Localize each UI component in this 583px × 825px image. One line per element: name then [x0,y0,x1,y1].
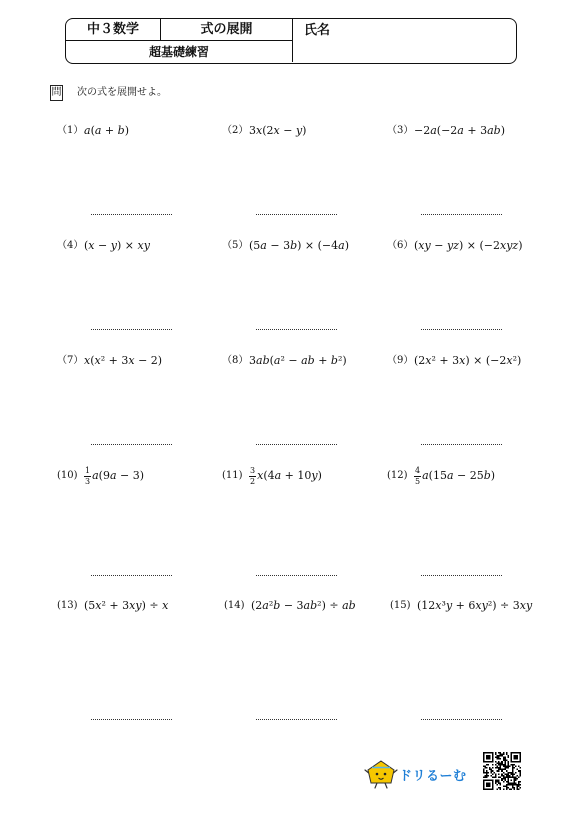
answer-blank [91,719,172,720]
math-variable: x [499,239,507,252]
problem-expression: (12x³y + 6xy²) ÷ 3xy [417,599,533,612]
answer-blank [256,575,337,576]
mascot-right-leg [385,783,387,788]
problem-expression: a(9a − 3) [92,469,145,482]
problem-number: （2） [222,125,249,136]
problem-expression: a(15a − 25b) [422,469,496,482]
math-variable: x [162,599,169,612]
math-variable: a [457,124,464,137]
worksheet-header [65,18,517,64]
problem-expression: x(4a + 10y) [257,469,322,482]
problem-expression: 3x(2x − y) [249,124,307,137]
problem-number: （5） [222,240,249,251]
math-variable: b [330,354,338,367]
name-field [293,19,516,63]
problem-number: (14) [224,600,245,611]
math-variable: x [88,239,95,252]
math-variable: a [274,469,282,482]
problem-14 [224,596,356,616]
math-variable: b [348,599,356,612]
fraction-denominator: 3 [85,476,91,486]
problem-10 [57,466,144,486]
math-variable: x [94,354,101,367]
math-variable: y [506,239,513,252]
math-variable: y [445,599,453,612]
problem-number: （3） [387,125,414,136]
math-variable: x [137,239,144,252]
brand-logo [364,757,467,791]
answer-blank [256,719,337,720]
answer-blank [91,575,172,576]
math-variable: b [483,469,491,482]
problem-number: (12) [387,470,408,481]
problem-number: （7） [57,355,84,366]
math-variable: x [84,354,91,367]
problem-number: （6） [387,240,414,251]
problem-expression: (2a²b − 3ab²) ÷ ab [251,599,356,612]
problem-11 [222,466,322,486]
header-divider-vertical [292,19,293,62]
math-variable: x [425,354,432,367]
question-badge: 問 [50,85,63,101]
math-variable: a [94,124,102,137]
instruction-text: 次の式を展開せよ。 [77,87,167,98]
problem-15 [390,596,532,616]
math-variable: b [262,354,270,367]
math-variable: y [143,239,150,252]
fraction-coefficient [249,467,256,486]
name-label: 氏名 [304,23,331,38]
problem-expression: (5a − 3b) × (−4a) [249,239,349,252]
math-variable: a [487,124,494,137]
math-variable: x [256,124,263,137]
problem-number: (11) [222,470,243,481]
problem-expression: 3ab(a² − ab + b²) [249,354,347,367]
fraction-denominator: 5 [415,476,421,486]
fraction-numerator: 1 [85,465,91,475]
math-variable: b [493,124,501,137]
math-variable: b [117,124,125,137]
header-divider-vertical [160,19,161,40]
answer-blank [256,329,337,330]
problem-5 [222,236,349,256]
math-variable: b [307,354,315,367]
problem-number: （9） [387,355,414,366]
mascot-right-eye [384,773,387,776]
qr-code-icon [483,752,521,790]
math-variable: y [446,239,454,252]
answer-blank [421,329,502,330]
answer-blank [256,214,337,215]
math-variable: y [110,239,117,252]
problem-number: (10) [57,470,78,481]
problem-expression: a(a + b) [84,124,129,137]
math-variable: x [257,469,264,482]
answer-blank [421,444,502,445]
math-variable: a [342,599,349,612]
problem-number: (13) [57,600,78,611]
answer-blank [256,444,337,445]
math-variable: x [506,354,513,367]
math-variable: y [311,469,318,482]
math-variable: x [128,354,135,367]
math-variable: b [273,599,281,612]
math-variable: x [519,599,526,612]
answer-blank [421,719,502,720]
math-variable: y [525,599,533,612]
problem-expression: (xy − yz) × (−2xyz) [414,239,523,252]
mascot-left-leg [375,783,377,788]
math-variable: a [446,469,454,482]
math-variable: x [129,599,136,612]
math-variable: a [430,124,437,137]
mascot-left-eye [376,773,379,776]
answer-blank [91,214,172,215]
math-variable: x [435,599,442,612]
problem-number: （8） [222,355,249,366]
math-variable: y [135,599,142,612]
math-variable: a [262,599,269,612]
math-variable: y [424,239,431,252]
math-variable: a [260,239,267,252]
answer-blank [91,329,172,330]
math-variable: x [95,599,102,612]
answer-blank [421,214,502,215]
math-variable: b [290,239,298,252]
level-label: 超基礎練習 [148,44,209,59]
math-variable: x [273,124,280,137]
fraction-denominator: 2 [250,476,256,486]
math-variable: z [453,239,459,252]
problem-8 [222,351,347,371]
problem-number: (15) [390,600,411,611]
brand-name: ドリるーむ [399,768,467,784]
problem-6 [387,236,523,256]
problem-13 [57,596,168,616]
math-variable: b [310,599,318,612]
problem-expression: (5x² + 3xy) ÷ x [84,599,169,612]
fraction-numerator: 4 [415,465,421,475]
fraction-coefficient [84,467,91,486]
problem-12 [387,466,495,486]
math-variable: x [418,239,425,252]
fraction-coefficient [414,467,421,486]
problem-expression: (x − y) × xy [84,239,150,252]
problem-expression: (2x² + 3x) × (−2x²) [414,354,522,367]
problem-4 [57,236,150,256]
problem-7 [57,351,162,371]
problem-number: （1） [57,125,84,136]
answer-blank [421,575,502,576]
math-variable: a [301,354,308,367]
math-variable: x [459,354,466,367]
problem-number: （4） [57,240,84,251]
mascot-icon [364,757,398,791]
math-variable: a [256,354,263,367]
math-variable: y [295,124,303,137]
problem-2 [222,121,306,141]
math-variable: a [303,599,311,612]
math-variable: a [109,469,117,482]
math-variable: a [422,469,429,482]
fraction-numerator: 3 [250,465,256,475]
math-variable: a [273,354,281,367]
problem-expression: −2a(−2a + 3ab) [414,124,505,137]
answer-blank [91,444,172,445]
header-divider-horizontal [66,40,292,41]
topic-title: 式の展開 [200,21,253,37]
subject-label: 中３数学 [86,21,139,37]
math-variable: a [84,124,91,137]
math-variable: a [92,469,99,482]
problem-9 [387,351,521,371]
problem-1 [57,121,129,141]
math-variable: y [481,599,488,612]
math-variable: z [512,239,519,252]
problem-expression: x(x² + 3x − 2) [84,354,163,367]
math-variable: x [475,599,482,612]
problem-3 [387,121,505,141]
math-variable: a [338,239,345,252]
